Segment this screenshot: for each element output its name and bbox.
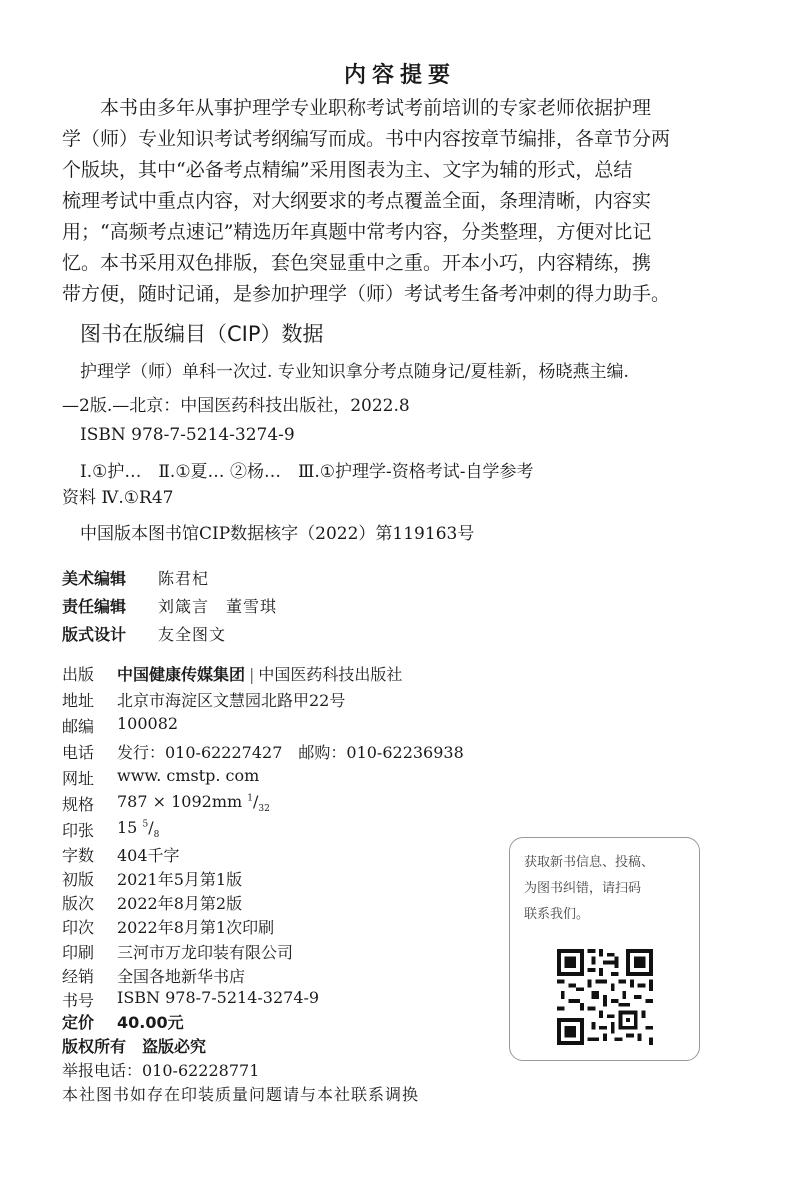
summary-line: 学（师）专业知识考试考纲编写而成。书中内容按章节编排，各章节分两 bbox=[62, 128, 671, 150]
summary-line: 带方便，随时记诵，是参加护理学（师）考试考生备考冲刺的得力助手。 bbox=[62, 283, 671, 305]
printer-value: 三河市万龙印装有限公司 bbox=[117, 943, 294, 962]
summary-line: 用；“高频考点速记”精选历年真题中常考内容，分类整理，方便对比记 bbox=[62, 221, 652, 243]
price-label: 定价 bbox=[62, 1013, 95, 1032]
cip-isbn: ISBN 978-7-5214-3274-9 bbox=[80, 425, 295, 445]
qr-caption bbox=[524, 850, 694, 928]
edition-value: 2022年8月第2版 bbox=[117, 894, 243, 913]
art-editor-label: 美术编辑 bbox=[62, 569, 127, 588]
edition-label: 版次 bbox=[62, 894, 95, 913]
sheets-value: 15 $^5/_8$ bbox=[117, 818, 160, 841]
address-value: 北京市海淀区文慧园北路甲22号 bbox=[117, 691, 346, 710]
postcode-value: 100082 bbox=[117, 714, 179, 733]
website-value: www. cmstp. com bbox=[117, 766, 260, 785]
qr-caption-line: 获取新书信息、投稿、 bbox=[524, 855, 655, 870]
format-value: 787 × 1092mm $^1/_{32}$ bbox=[117, 792, 270, 815]
website-label: 网址 bbox=[62, 769, 95, 788]
report-phone: 举报电话：010-62228771 bbox=[62, 1061, 260, 1080]
sheets-fraction-denominator: 8 bbox=[153, 830, 160, 841]
responsible-editor-value: 刘箴言 董雪琪 bbox=[158, 597, 278, 616]
printing-label: 印次 bbox=[62, 918, 95, 937]
publisher-separator: | bbox=[249, 665, 255, 684]
summary-line: 梳理考试中重点内容，对大纲要求的考点覆盖全面，条理清晰，内容实 bbox=[62, 190, 652, 212]
qr-code[interactable] bbox=[557, 949, 653, 1045]
layout-design-label: 版式设计 bbox=[62, 625, 127, 644]
publisher-label: 出版 bbox=[62, 665, 95, 684]
cip-book-info: 护理学（师）单科一次过. 专业知识拿分考点随身记/夏桂新，杨晓燕主编. bbox=[80, 362, 629, 382]
art-editor-value: 陈君杞 bbox=[158, 569, 210, 588]
format-fraction-denominator: 32 bbox=[258, 804, 270, 815]
postcode-label: 邮编 bbox=[62, 717, 95, 736]
isbn-value: ISBN 978-7-5214-3274-9 bbox=[117, 988, 320, 1007]
summary-title: 内容提要 bbox=[343, 63, 456, 88]
cip-classification: Ⅰ.①护… Ⅱ.①夏… ②杨… Ⅲ.①护理学-资格考试-自学参考 bbox=[80, 462, 534, 482]
qr-caption-line: 为图书纠错，请扫码 bbox=[524, 881, 642, 896]
cip-edition-info: —2版.—北京：中国医药科技出版社，2022.8 bbox=[62, 396, 410, 416]
responsible-editor-label: 责任编辑 bbox=[62, 597, 127, 616]
word-count-label: 字数 bbox=[62, 846, 95, 865]
isbn-label: 书号 bbox=[62, 991, 95, 1010]
publisher-value bbox=[117, 662, 402, 685]
copyright-notice: 版权所有 盗版必究 bbox=[62, 1037, 207, 1056]
first-edition-label: 初版 bbox=[62, 870, 95, 889]
printer-label: 印刷 bbox=[62, 943, 95, 962]
cip-classification-cont: 资料 Ⅳ.①R47 bbox=[62, 488, 174, 508]
sheets-label: 印张 bbox=[62, 821, 95, 840]
publisher-group: 中国健康传媒集团 bbox=[117, 665, 246, 684]
format-label: 规格 bbox=[62, 795, 95, 814]
cip-title: 图书在版编目（CIP）数据 bbox=[80, 322, 324, 346]
distributor-value: 全国各地新华书店 bbox=[117, 967, 246, 986]
first-edition-value: 2021年5月第1版 bbox=[117, 870, 243, 889]
cip-number: 中国版本图书馆CIP数据核字（2022）第119163号 bbox=[80, 524, 475, 544]
summary-line: 个版块，其中“必备考点精编”采用图表为主、文字为辅的形式，总结 bbox=[62, 159, 633, 181]
summary-line: 忆。本书采用双色排版，套色突显重中之重。开本小巧，内容精练，携 bbox=[62, 252, 652, 274]
summary-line: 本书由多年从事护理学专业职称考试考前培训的专家老师依据护理 bbox=[100, 97, 652, 119]
printing-value: 2022年8月第1次印刷 bbox=[117, 918, 275, 937]
format-fraction-numerator: 1 bbox=[247, 793, 254, 804]
layout-design-value: 友全图文 bbox=[158, 625, 227, 644]
word-count-value: 404千字 bbox=[117, 846, 180, 865]
phone-value: 发行：010-62227427 邮购：010-62236938 bbox=[117, 743, 464, 762]
qr-caption-line: 联系我们。 bbox=[524, 907, 590, 922]
quality-notice: 本社图书如存在印装质量问题请与本社联系调换 bbox=[62, 1085, 420, 1104]
format-size: 787 × 1092mm bbox=[117, 792, 243, 811]
distributor-label: 经销 bbox=[62, 967, 95, 986]
sheets-whole: 15 bbox=[117, 818, 138, 837]
summary-body bbox=[62, 93, 724, 310]
sheets-fraction-numerator: 5 bbox=[142, 819, 149, 830]
publisher-name: 中国医药科技出版社 bbox=[258, 665, 403, 684]
price-value: 40.00元 bbox=[117, 1013, 184, 1032]
phone-label: 电话 bbox=[62, 743, 95, 762]
qr-contact-box bbox=[509, 837, 700, 1061]
address-label: 地址 bbox=[62, 691, 95, 710]
